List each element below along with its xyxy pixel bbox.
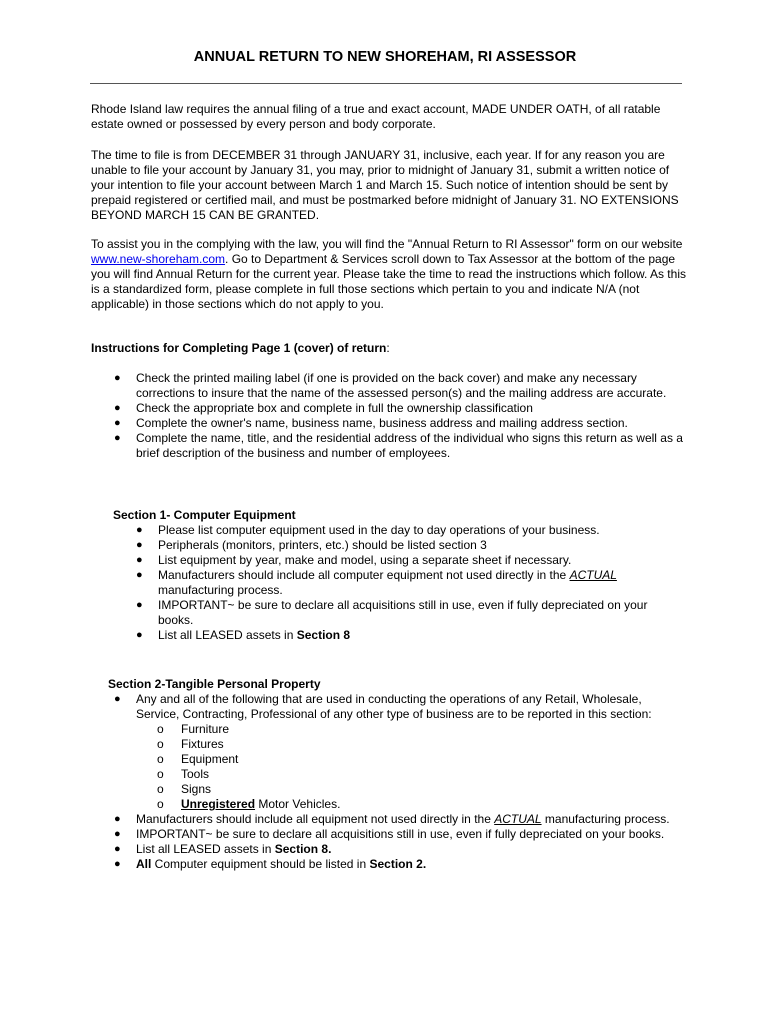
bullet-icon: ●: [114, 693, 121, 705]
instructions-heading-colon: :: [386, 341, 390, 355]
list-item-text-mid: Computer equipment should be listed in: [151, 857, 370, 871]
intro-paragraph-1: Rhode Island law requires the annual filing of a true and exact account, MADE UNDER OATH, of all ratable estate owned or possessed by every person and body corporate.: [91, 102, 661, 131]
list-item: [114, 692, 686, 812]
sub-list-item-text: Fixtures: [181, 737, 224, 751]
list-item-text: Peripherals (monitors, printers, etc.) should be listed section 3: [158, 538, 487, 552]
list-item: [114, 431, 686, 461]
list-item-text-before: Manufacturers should include all computer equipment not used directly in the: [158, 568, 570, 582]
list-item: [114, 401, 686, 416]
section-8-reference: Section 8.: [274, 842, 332, 856]
list-item: [114, 371, 686, 401]
list-item: [136, 568, 686, 598]
sub-list-item: [157, 752, 686, 767]
sub-list-item: [157, 797, 686, 812]
sub-list-item-text: Signs: [181, 782, 212, 796]
section-2-heading: Section 2-Tangible Personal Property: [108, 677, 321, 691]
list-item-text: IMPORTANT~ be sure to declare all acquisitions still in use, even if fully depreciated on your books.: [158, 598, 648, 627]
sub-bullet-icon: o: [157, 797, 164, 811]
bullet-icon: ●: [136, 524, 143, 536]
sub-list-item: [157, 722, 686, 737]
sub-bullet-icon: o: [157, 767, 164, 781]
list-item-text-before: List all LEASED assets in: [158, 628, 297, 642]
list-item: [136, 523, 686, 538]
list-item-text: List equipment by year, make and model, using a separate sheet if necessary.: [158, 553, 572, 567]
sub-bullet-icon: o: [157, 752, 164, 766]
section-8-reference: Section 8: [296, 628, 351, 642]
list-item-text: IMPORTANT~ be sure to declare all acquisitions still in use, even if fully depreciated on your books.: [136, 827, 665, 841]
section-1-heading: Section 1- Computer Equipment: [113, 508, 296, 522]
bullet-icon: ●: [136, 629, 143, 641]
sub-list-item-text: Tools: [181, 767, 210, 781]
bullet-icon: ●: [114, 417, 121, 429]
bullet-icon: ●: [114, 813, 121, 825]
section-2-reference: Section 2.: [369, 857, 427, 871]
bullet-icon: ●: [114, 858, 121, 870]
list-item: [114, 842, 686, 857]
website-link[interactable]: www.new-shoreham.com: [91, 252, 226, 266]
list-item-text: Please list computer equipment used in the day to day operations of your business.: [158, 523, 600, 537]
list-item: [136, 598, 686, 628]
list-item-text: Check the printed mailing label (if one is provided on the back cover) and make any necessary corrections to insure that the name of the assessed person(s) and the mailing address are accurate.: [136, 371, 667, 400]
unregistered-emphasis: Unregistered: [181, 797, 256, 811]
bullet-icon: ●: [136, 569, 143, 581]
bullet-icon: ●: [114, 828, 121, 840]
bullet-icon: ●: [114, 843, 121, 855]
bullet-icon: ●: [136, 599, 143, 611]
list-item-text: Complete the name, title, and the residential address of the individual who signs this return as well as a brief description of the business and number of employees.: [136, 431, 683, 460]
instructions-heading: [91, 341, 390, 356]
sub-list-item: [157, 782, 686, 797]
intro-p3-text-after: . Go to Department & Services scroll down to Tax Assessor at the bottom of the page you will find Annual Return for the current year. Please take the time to read the instructions which follow. As this is a standardized form, please complete in full those sections which pertain to you and indicate N/A (not applicable) in those sections which do not apply to you.: [91, 252, 686, 311]
title-divider: [90, 83, 682, 84]
document-title: ANNUAL RETURN TO NEW SHOREHAM, RI ASSESSOR: [193, 49, 577, 65]
sub-list-item: [157, 737, 686, 752]
list-item: [136, 628, 686, 643]
instructions-list: [114, 371, 686, 461]
bullet-icon: ●: [136, 554, 143, 566]
bullet-icon: ●: [114, 402, 121, 414]
list-item-text-before: List all LEASED assets in: [136, 842, 275, 856]
intro-paragraph-3: [91, 237, 686, 312]
list-item-text-before: Manufacturers should include all equipment not used directly in the: [136, 812, 495, 826]
list-item-text-after: manufacturing process.: [158, 583, 283, 597]
list-item-text: Any and all of the following that are used in conducting the operations of any Retail, Wholesale, Service, Contracting, Professional of any other type of business are to be reported in this section:: [136, 692, 652, 721]
sub-list-item-text: Equipment: [181, 752, 239, 766]
all-emphasis: All: [136, 857, 152, 871]
list-item: [114, 857, 686, 872]
bullet-icon: ●: [114, 432, 121, 444]
list-item-text-after: manufacturing process.: [541, 812, 670, 826]
list-item: [136, 538, 686, 553]
sub-list-item: [157, 767, 686, 782]
list-item: [114, 416, 686, 431]
bullet-icon: ●: [114, 372, 121, 384]
sub-list-item-text: Furniture: [181, 722, 230, 736]
list-item: [136, 553, 686, 568]
section-2-list: [114, 692, 686, 872]
list-item-text: Check the appropriate box and complete in full the ownership classification: [136, 401, 533, 415]
intro-paragraph-2: The time to file is from DECEMBER 31 through JANUARY 31, inclusive, each year. If for any reason you are unable to file your account by January 31, you may, prior to midnight of January 31, submit a written notice of your intention to file your account between March 1 and March 15. Such notice of intention should be sent by prepaid registered or certified mail, and must be postmarked before midnight of January 31. NO EXTENSIONS BEYOND MARCH 15 CAN BE GRANTED.: [91, 148, 679, 222]
intro-p3-text-before: To assist you in the complying with the law, you will find the "Annual Return to RI Assessor" form on our website: [91, 237, 683, 251]
sub-bullet-icon: o: [157, 722, 164, 736]
sub-bullet-icon: o: [157, 782, 164, 796]
section-1-list: [136, 523, 686, 643]
instructions-heading-text: Instructions for Completing Page 1 (cover) of return: [91, 341, 387, 355]
list-item-text: Complete the owner's name, business name, business address and mailing address section.: [136, 416, 628, 430]
list-item: [114, 827, 686, 842]
sub-list-item-text-after: Motor Vehicles.: [255, 797, 341, 811]
sub-bullet-icon: o: [157, 737, 164, 751]
actual-emphasis: ACTUAL: [569, 568, 617, 582]
list-item: [114, 812, 686, 827]
bullet-icon: ●: [136, 539, 143, 551]
property-types-sublist: [157, 722, 686, 812]
actual-emphasis: ACTUAL: [494, 812, 542, 826]
